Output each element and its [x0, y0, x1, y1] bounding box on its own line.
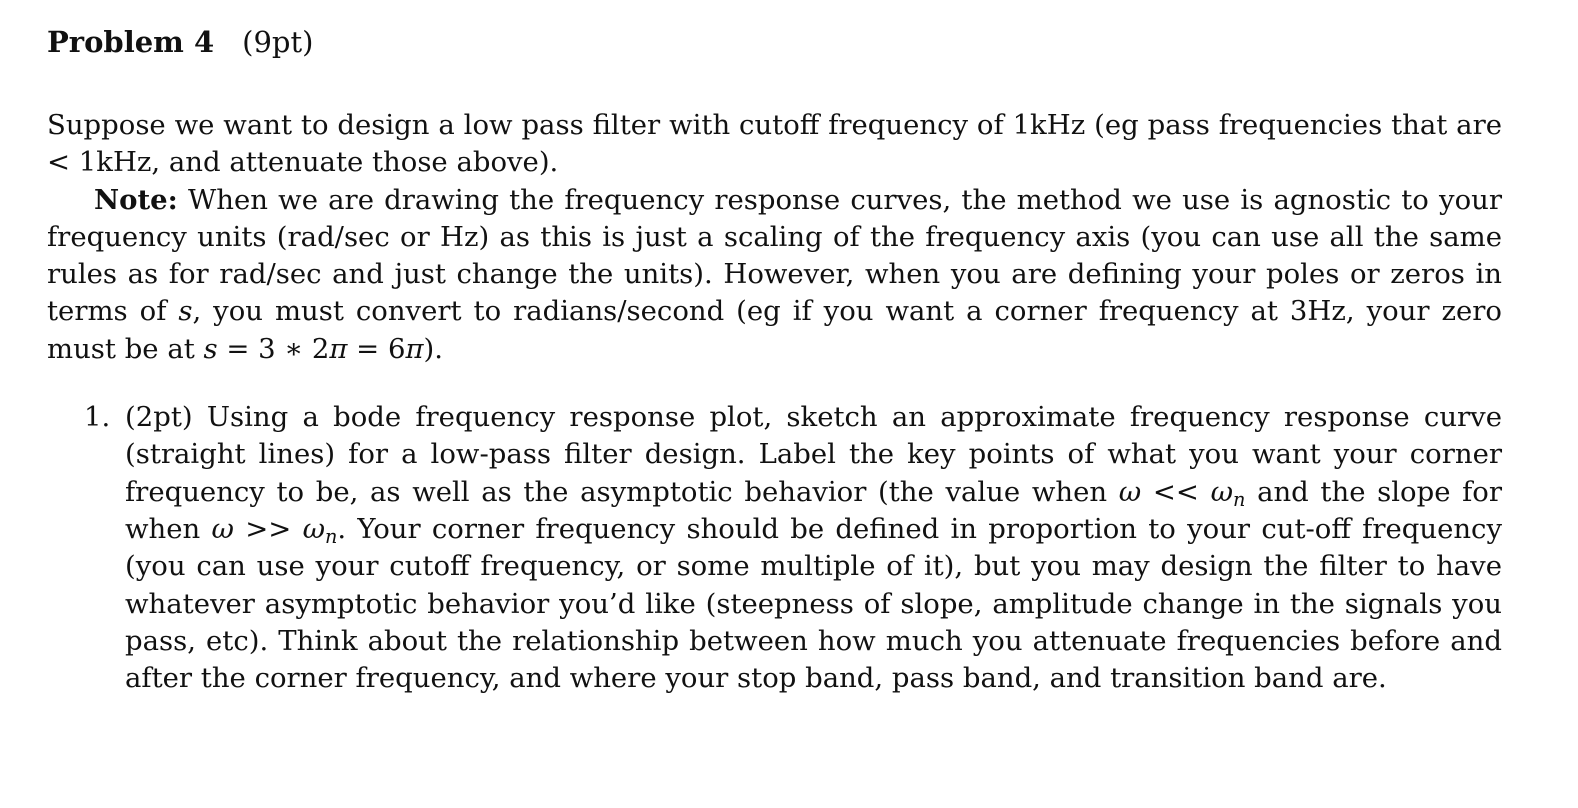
- question-list: [47, 399, 1502, 697]
- omega-n-symbol: ω: [302, 512, 326, 545]
- note-s-variable: s: [178, 295, 193, 328]
- equation-pi-2: π: [405, 332, 424, 365]
- intro-text: Suppose we want to design a low pass filter with cutoff frequency of 1kHz (eg pass frequencies that are < 1kHz, and attenuate those above).: [47, 109, 1502, 179]
- list-item: [125, 399, 1502, 697]
- omega-symbol: ω: [1118, 475, 1142, 508]
- much-greater-than: >>: [233, 512, 303, 545]
- equation-s: s: [203, 332, 218, 365]
- item-text-a: (2pt) Using a bode frequency response plot, sketch an approximate frequency response curve (straight lines) for a low-pass filter design. Label the key points of what you want your corner frequency to be, as well as the asymptotic behavior (the value when: [125, 401, 1502, 508]
- note-paragraph: [47, 182, 1502, 368]
- problem-heading: [47, 22, 1502, 62]
- subscript-n: n: [325, 524, 338, 548]
- intro-paragraph: [47, 107, 1502, 182]
- list-item-marker: 1.: [84, 401, 111, 434]
- note-text-c: ).: [423, 332, 444, 365]
- item-text-c: . Your corner frequency should be defined in proportion to your cut-off frequency (you can use your cutoff frequency, or some multiple of it), but you may design the filter to have whatever asymptotic behavior you’d like (steepness of slope, amplitude change in the signals you pass, etc). Think about the relationship between how much you attenuate frequencies before and after the corner frequency, and where your stop band, pass band, and transition band are.: [125, 512, 1502, 695]
- equation-middle: = 3 ∗ 2: [217, 332, 330, 365]
- equation-pi-1: π: [329, 332, 348, 365]
- document-page: [47, 22, 1502, 697]
- item-text-b: and the slope for when: [125, 475, 1503, 545]
- problem-title: Problem 4: [47, 25, 215, 59]
- omega-symbol: ω: [211, 512, 234, 545]
- note-text-b: , you must convert to radians/second (eg if you want a corner frequency at 3Hz, your zero must be at: [47, 295, 1502, 365]
- much-less-than: <<: [1141, 475, 1211, 508]
- omega-n-symbol: ω: [1210, 475, 1233, 508]
- subscript-n: n: [1233, 487, 1246, 511]
- problem-points: (9pt): [242, 25, 314, 59]
- note-text-a: When we are drawing the frequency response curves, the method we use is agnostic to your frequency units (rad/sec or Hz) as this is just a scaling of the frequency axis (you can use all the same rules as for rad/sec and just change the units). However, when you are defining your poles or zeros in terms of: [47, 183, 1502, 328]
- equation-equals: = 6: [347, 332, 406, 365]
- note-label: Note:: [94, 183, 178, 216]
